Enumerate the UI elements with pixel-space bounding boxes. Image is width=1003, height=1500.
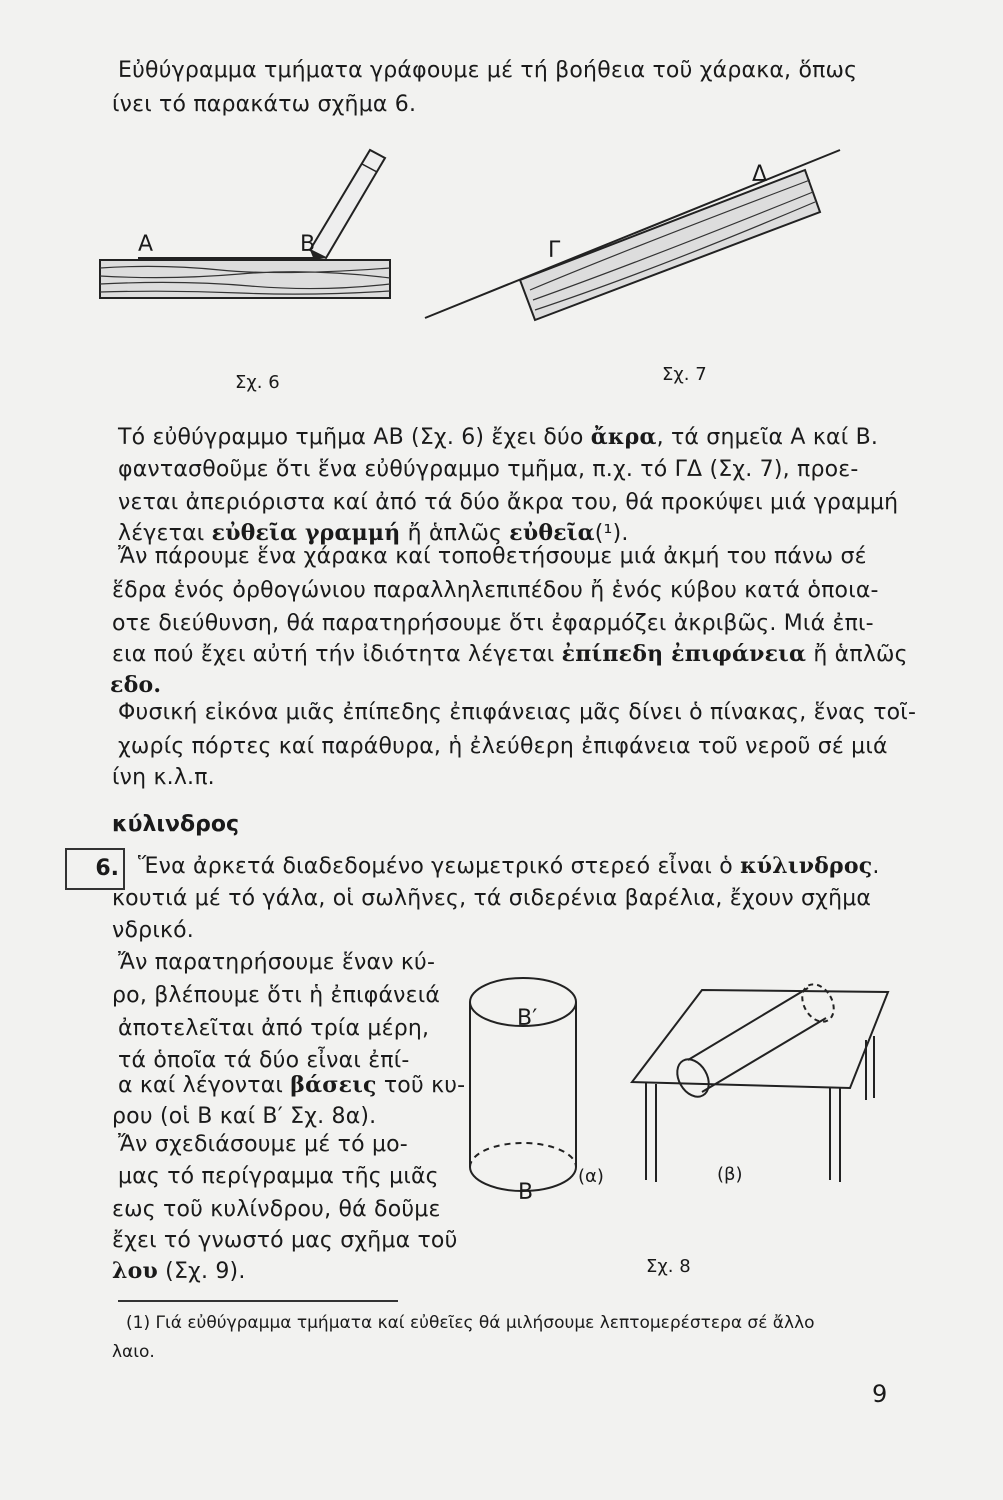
text-line: Εὐθύγραμμα τμήματα γράφουμε μέ τή βοήθεια τοῦ χάρακα, ὅπως	[118, 58, 858, 83]
term-line: εὐθεῖα	[509, 520, 595, 546]
term-straight-line: εὐθεῖα γραμμή	[211, 520, 401, 546]
text-line: Φυσική εἰκόνα μιᾶς ἐπίπεδης ἐπιφάνειας μᾶς δίνει ὁ πίνακας, ἕνας τοῖ-	[118, 700, 917, 725]
footnote-text: (1) Γιά εὐθύγραμμα τμήματα καί εὐθεῖες θά μιλήσουμε λεπτομερέστερα σέ ἄλλο	[126, 1313, 815, 1333]
text-line: Ἄν παρατηρήσουμε ἕναν κύ-	[118, 950, 436, 975]
text-line: νδρικό.	[112, 918, 194, 943]
text-line: εδο.	[110, 672, 162, 698]
text-span: εια πού ἔχει αὐτή τήν ἰδιότητα λέγεται	[112, 642, 555, 667]
text-line: χωρίς πόρτες καί παράθυρα, ἡ ἐλεύθερη ἐπιφάνεια τοῦ νεροῦ σέ μιά	[118, 734, 888, 759]
figure-8-caption: Σχ. 8	[646, 1256, 691, 1277]
text-line: κουτιά μέ τό γάλα, οἱ σωλῆνες, τά σιδερένια βαρέλια, ἔχουν σχῆμα	[112, 886, 872, 911]
section-heading-cylinder: κύλινδρος	[112, 812, 239, 837]
text-span: .	[872, 854, 880, 879]
text-line	[112, 1258, 246, 1284]
text-line	[118, 424, 878, 450]
figure-7-label-g: Γ	[548, 238, 561, 263]
text-line: ίνη κ.λ.π.	[112, 765, 215, 790]
text-line: οτε διεύθυνση, θά παρατηρήσουμε ὅτι ἐφαρμόζει ἀκριβῶς. Μιά ἐπι-	[112, 611, 874, 636]
footnote-text: λαιο.	[112, 1342, 155, 1362]
text-line: τά ὁποῖα τά δύο εἶναι ἐπί-	[118, 1048, 410, 1073]
text-line: ρο, βλέπουμε ὅτι ἡ ἐπιφάνειά	[112, 983, 441, 1008]
footnote-divider	[118, 1300, 398, 1302]
text-line: ἕδρα ἑνός ὀρθογώνιου παραλληλεπιπέδου ἤ ἑνός κύβου κατά ὁποια-	[112, 578, 879, 603]
text-span: α καί λέγονται	[118, 1073, 284, 1098]
text-line: νεται ἀπεριόριστα καί ἀπό τά δύο ἄκρα του, θά προκύψει μιά γραμμή	[118, 490, 899, 515]
term-cylinder: κύλινδρος	[740, 853, 873, 879]
text-line: Ἄν πάρουμε ἕνα χάρακα καί τοποθετήσουμε μιά ἀκμή του πάνω σέ	[118, 544, 867, 569]
text-span: Ἕνα ἀρκετά διαδεδομένο γεωμετρικό στερεό εἶναι ὁ	[138, 854, 733, 879]
term-plane-surface: ἐπίπεδη ἐπιφάνεια	[561, 641, 807, 667]
figure-8-label-beta: (β)	[717, 1164, 743, 1185]
term-bases: βάσεις	[290, 1072, 377, 1098]
figure-7-ruler-drawing	[425, 150, 845, 320]
figure-8-label-b: Β	[518, 1180, 534, 1205]
text-line	[118, 1072, 465, 1098]
term-circle: λου	[112, 1258, 158, 1284]
text-line	[118, 520, 629, 546]
text-span: τοῦ κυ-	[383, 1073, 466, 1098]
figure-8b-cylinder-on-table	[630, 970, 890, 1200]
text-line	[112, 641, 908, 667]
figure-6-label-a: Α	[138, 232, 154, 257]
text-line: ίνει τό παρακάτω σχῆμα 6.	[112, 92, 417, 117]
text-line: μας τό περίγραμμα τῆς μιᾶς	[118, 1164, 439, 1189]
figure-7-label-d: Δ	[752, 162, 768, 187]
figure-6-label-b: Β	[300, 232, 316, 257]
text-line: ἀποτελεῖται ἀπό τρία μέρη,	[118, 1016, 430, 1041]
figure-8-label-alpha: (α)	[578, 1166, 604, 1187]
text-span: , τά σημεῖα Α καί Β.	[656, 425, 879, 450]
footnote-ref: (¹).	[594, 521, 629, 546]
text-line	[138, 853, 880, 879]
term-akra: ἄκρα	[590, 424, 657, 450]
text-line: ἔχει τό γνωστό μας σχῆμα τοῦ	[112, 1228, 458, 1253]
text-line: φαντασθοῦμε ὅτι ἕνα εὐθύγραμμο τμῆμα, π.χ. τό ΓΔ (Σχ. 7), προε-	[118, 457, 859, 482]
text-line: Ἄν σχεδιάσουμε μέ τό μο-	[118, 1132, 408, 1157]
text-span: λέγεται	[118, 521, 205, 546]
text-line: ρου (οἱ Β καί Β′ Σχ. 8α).	[112, 1104, 377, 1129]
text-span: Τό εὐθύγραμμο τμῆμα ΑΒ (Σχ. 6) ἔχει δύο	[118, 425, 584, 450]
figure-7-caption: Σχ. 7	[662, 364, 707, 385]
figure-6-caption: Σχ. 6	[235, 372, 280, 393]
section-number-box: 6.	[65, 848, 125, 890]
text-span: ἤ ἁπλῶς	[407, 521, 503, 546]
figure-8-label-bprime: Β′	[517, 1006, 538, 1031]
text-span: (Σχ. 9).	[165, 1259, 246, 1284]
text-span: ἤ ἁπλῶς	[813, 642, 908, 667]
page-number: 9	[872, 1380, 888, 1408]
text-line: εως τοῦ κυλίνδρου, θά δοῦμε	[112, 1197, 441, 1222]
